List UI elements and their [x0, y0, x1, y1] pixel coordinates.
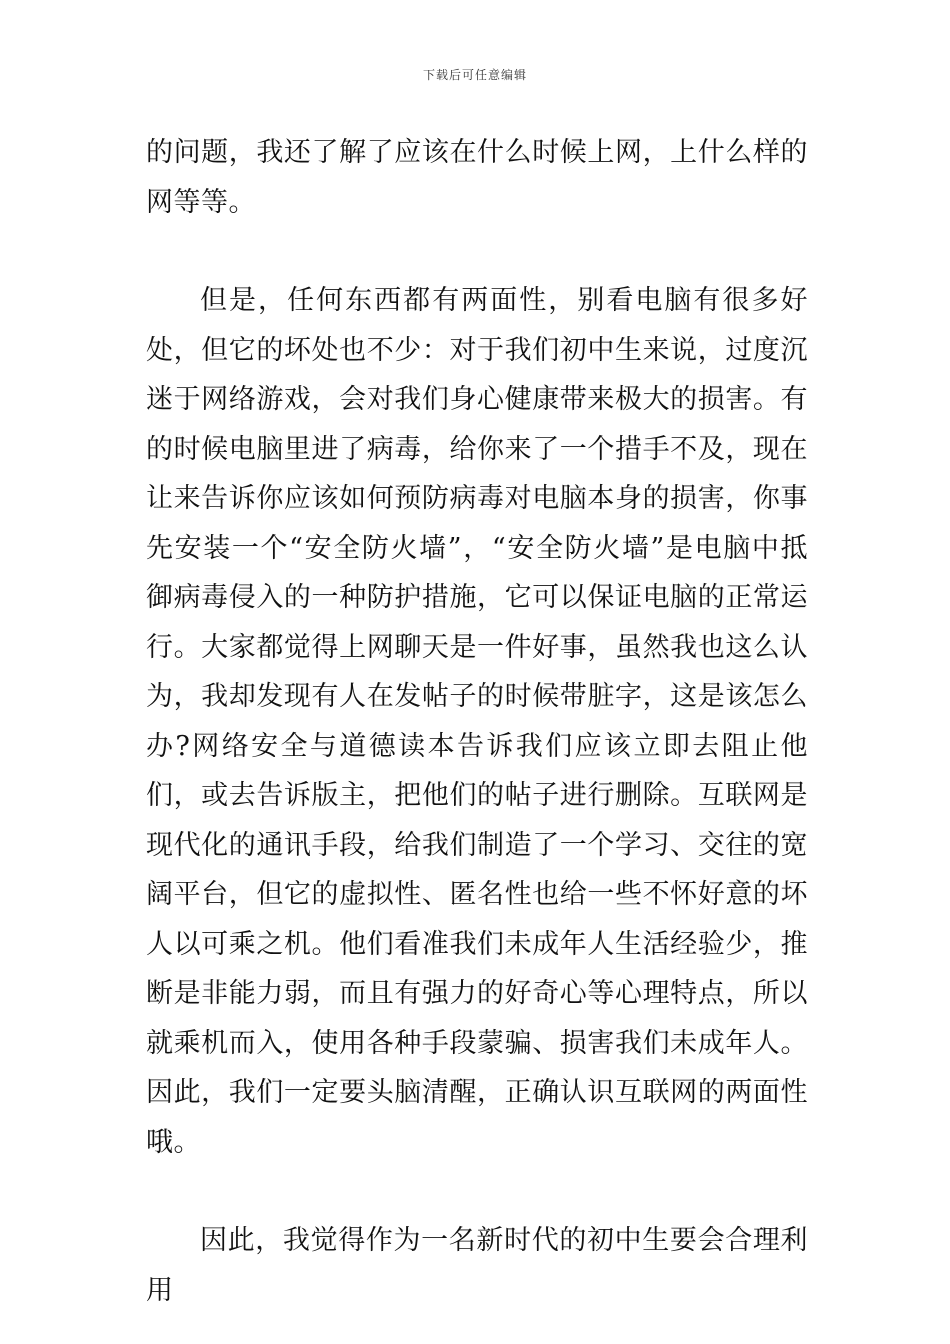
paragraph-3: 因此，我觉得作为一名新时代的初中生要会合理利用	[146, 1225, 808, 1306]
paragraph-2: 但是，任何东西都有两面性，别看电脑有很多好处，但它的坏处也不少：对于我们初中生来说，过度沉迷于网络游戏，会对我们身心健康带来极大的损害。有的时候电脑里进了病毒，给你来了一个措手不及，现在让来告诉你应该如何预防病毒对电脑本身的损害，你事先安装一个“安全防火墙”，“安全防火墙”是电脑中抵御病毒侵入的一种防护措施，它可以保证电脑的正常运行。大家都觉得上网聊天是一件好事，虽然我也这么认为，我却发现有人在发帖子的时候带脏字，这是该怎么办?网络安全与道德读本告诉我们应该立即去阻止他们，或去告诉版主，把他们的帖子进行删除。互联网是现代化的通讯手段，给我们制造了一个学习、交往的宽阔平台，但它的虚拟性、匿名性也给一些不怀好意的坏人以可乘之机。他们看准我们未成年人生活经验少，推断是非能力弱，而且有强力的好奇心等心理特点，所以就乘机而入，使用各种手段蒙骗、损害我们未成年人。因此，我们一定要头脑清醒，正确认识互联网的两面性哦。	[146, 285, 808, 1158]
page-header-note: 下载后可任意编辑	[422, 68, 527, 82]
paragraph-1: 的问题，我还了解了应该在什么时候上网，上什么样的网等等。	[146, 137, 808, 218]
document-body	[146, 128, 808, 1315]
